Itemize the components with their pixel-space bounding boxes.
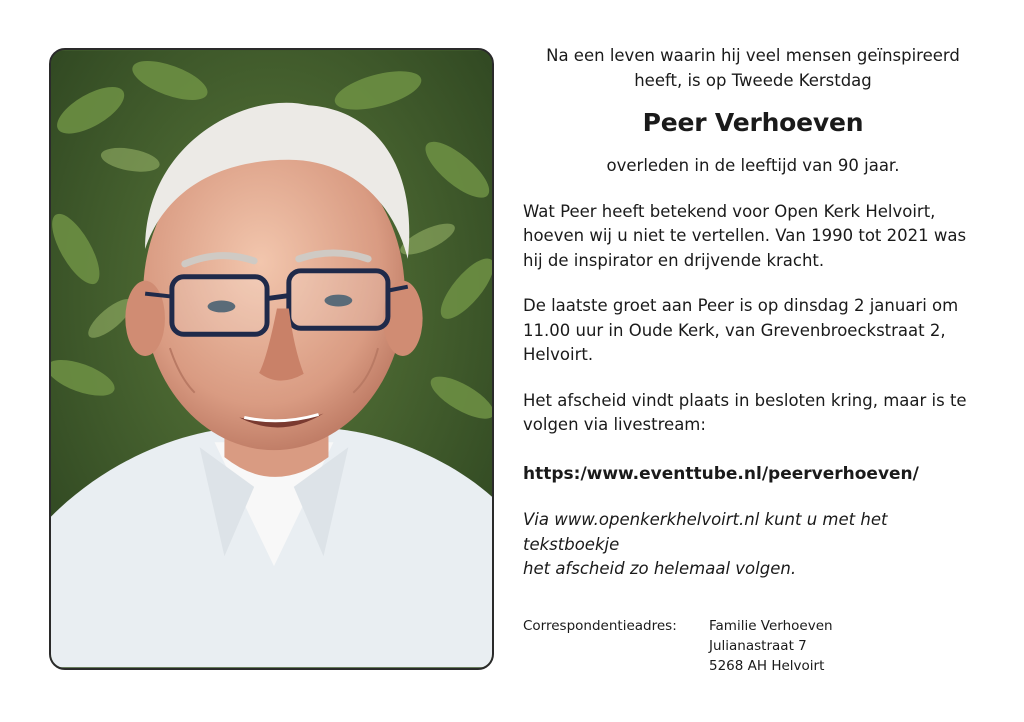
intro	[523, 44, 983, 93]
paragraph-line: Het afscheid vindt plaats in besloten kring, maar is te	[523, 390, 967, 410]
correspondence-city: 5268 AH Helvoirt	[709, 657, 825, 674]
portrait-image	[51, 50, 492, 668]
paragraph-line: Helvoirt.	[523, 345, 594, 364]
paragraph-farewell	[523, 294, 983, 368]
correspondence-label: Correspondentieadres:	[523, 617, 677, 634]
notice-text	[523, 44, 983, 676]
correspondence-street: Julianastraat 7	[709, 637, 807, 654]
deceased-name: Peer Verhoeven	[642, 108, 864, 137]
booklet-note	[523, 508, 983, 582]
livestream-link[interactable]: https:/www.eventtube.nl/peerverhoeven/	[523, 463, 919, 484]
intro-line: Na een leven waarin hij veel mensen geïnspireerd	[546, 46, 960, 65]
paragraph-line: Wat Peer heeft betekend voor Open Kerk Helvoirt,	[523, 201, 936, 221]
correspondence-address	[523, 616, 983, 676]
correspondence-name: Familie Verhoeven	[709, 617, 833, 634]
paragraph-line: hoeven wij u niet te vertellen. Van 1990 tot 2021 was	[523, 226, 967, 245]
note-line: het afscheid zo helemaal volgen.	[523, 559, 797, 578]
paragraph-line: De laatste groet aan Peer is op dinsdag 2 januari om	[523, 296, 959, 315]
correspondence-details	[709, 616, 833, 676]
paragraph-livestream	[523, 389, 983, 438]
note-line: Via www.openkerkhelvoirt.nl kunt u met het tekstboekje	[523, 510, 888, 554]
paragraph-meaning	[523, 200, 983, 274]
intro-line: heeft, is op Tweede Kerstdag	[634, 70, 872, 90]
paragraph-line: hij de inspirator en drijvende kracht.	[523, 250, 825, 270]
portrait-photo	[49, 48, 494, 670]
paragraph-line: volgen via livestream:	[523, 415, 706, 434]
age-line: overleden in de leeftijd van 90 jaar.	[606, 156, 900, 175]
paragraph-line: 11.00 uur in Oude Kerk, van Grevenbroeckstraat 2,	[523, 320, 946, 340]
